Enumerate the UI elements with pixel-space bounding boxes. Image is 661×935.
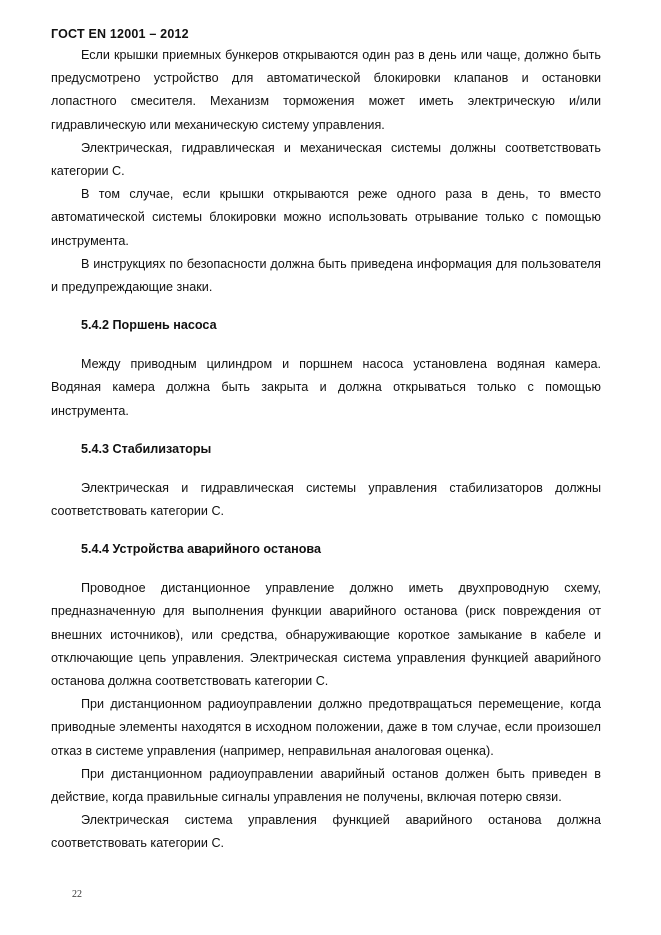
paragraph: При дистанционном радиоуправлении аварийный останов должен быть приведен в действие, когда правильные сигналы управления не получены, включая потерю связи. <box>51 766 601 805</box>
section-heading-5-4-3: 5.4.3 Стабилизаторы <box>81 441 212 456</box>
paragraph: Электрическая система управления функцией аварийного останова должна соответствовать категории С. <box>51 813 601 851</box>
section-heading-5-4-2: 5.4.2 Поршень насоса <box>81 318 217 333</box>
paragraph: При дистанционном радиоуправлении должно предотвращаться перемещение, когда приводные элементы находятся в исходном положении, даже в том случае, если произошел отказ в системе управления (например, неправильная аналоговая оценка). <box>51 697 601 758</box>
paragraph: Электрическая и гидравлическая системы управления стабилизаторов должны соответствовать категории С. <box>51 480 601 519</box>
paragraph: Если крышки приемных бункеров открываются один раз в день или чаще, должно быть предусмотрено устройство для автоматической блокировки клапанов и остановки лопастного смесителя. Механизм торможения может иметь электрическую и/или гидравлическую или механическую систему управления. <box>51 48 601 132</box>
document-body <box>51 44 601 856</box>
section-heading-5-4-4: 5.4.4 Устройства аварийного останова <box>81 542 322 557</box>
paragraph: Проводное дистанционное управление должно иметь двухпроводную схему, предназначенную для выполнения функции аварийного останова (риск повреждения от внешних источников), или средства, обнаруживающие короткое замыкание в кабеле и отключающие цепь управления. Электрическая система управления функцией аварийного останова должна соответствовать категории С. <box>51 581 601 689</box>
paragraph: Между приводным цилиндром и поршнем насоса установлена водяная камера. Водяная камера должна быть закрыта и должна открываться только с помощью инструмента. <box>51 357 601 418</box>
page-number: 22 <box>72 889 82 900</box>
document-header: ГОСТ EN 12001 – 2012 <box>51 27 189 41</box>
paragraph: Электрическая, гидравлическая и механическая системы должны соответствовать категории С. <box>51 140 601 179</box>
paragraph: В инструкциях по безопасности должна быть приведена информация для пользователя и предупреждающие знаки. <box>51 256 601 295</box>
paragraph: В том случае, если крышки открываются реже одного раза в день, то вместо автоматической системы блокировки можно использовать отрывание только с помощью инструмента. <box>51 187 601 248</box>
